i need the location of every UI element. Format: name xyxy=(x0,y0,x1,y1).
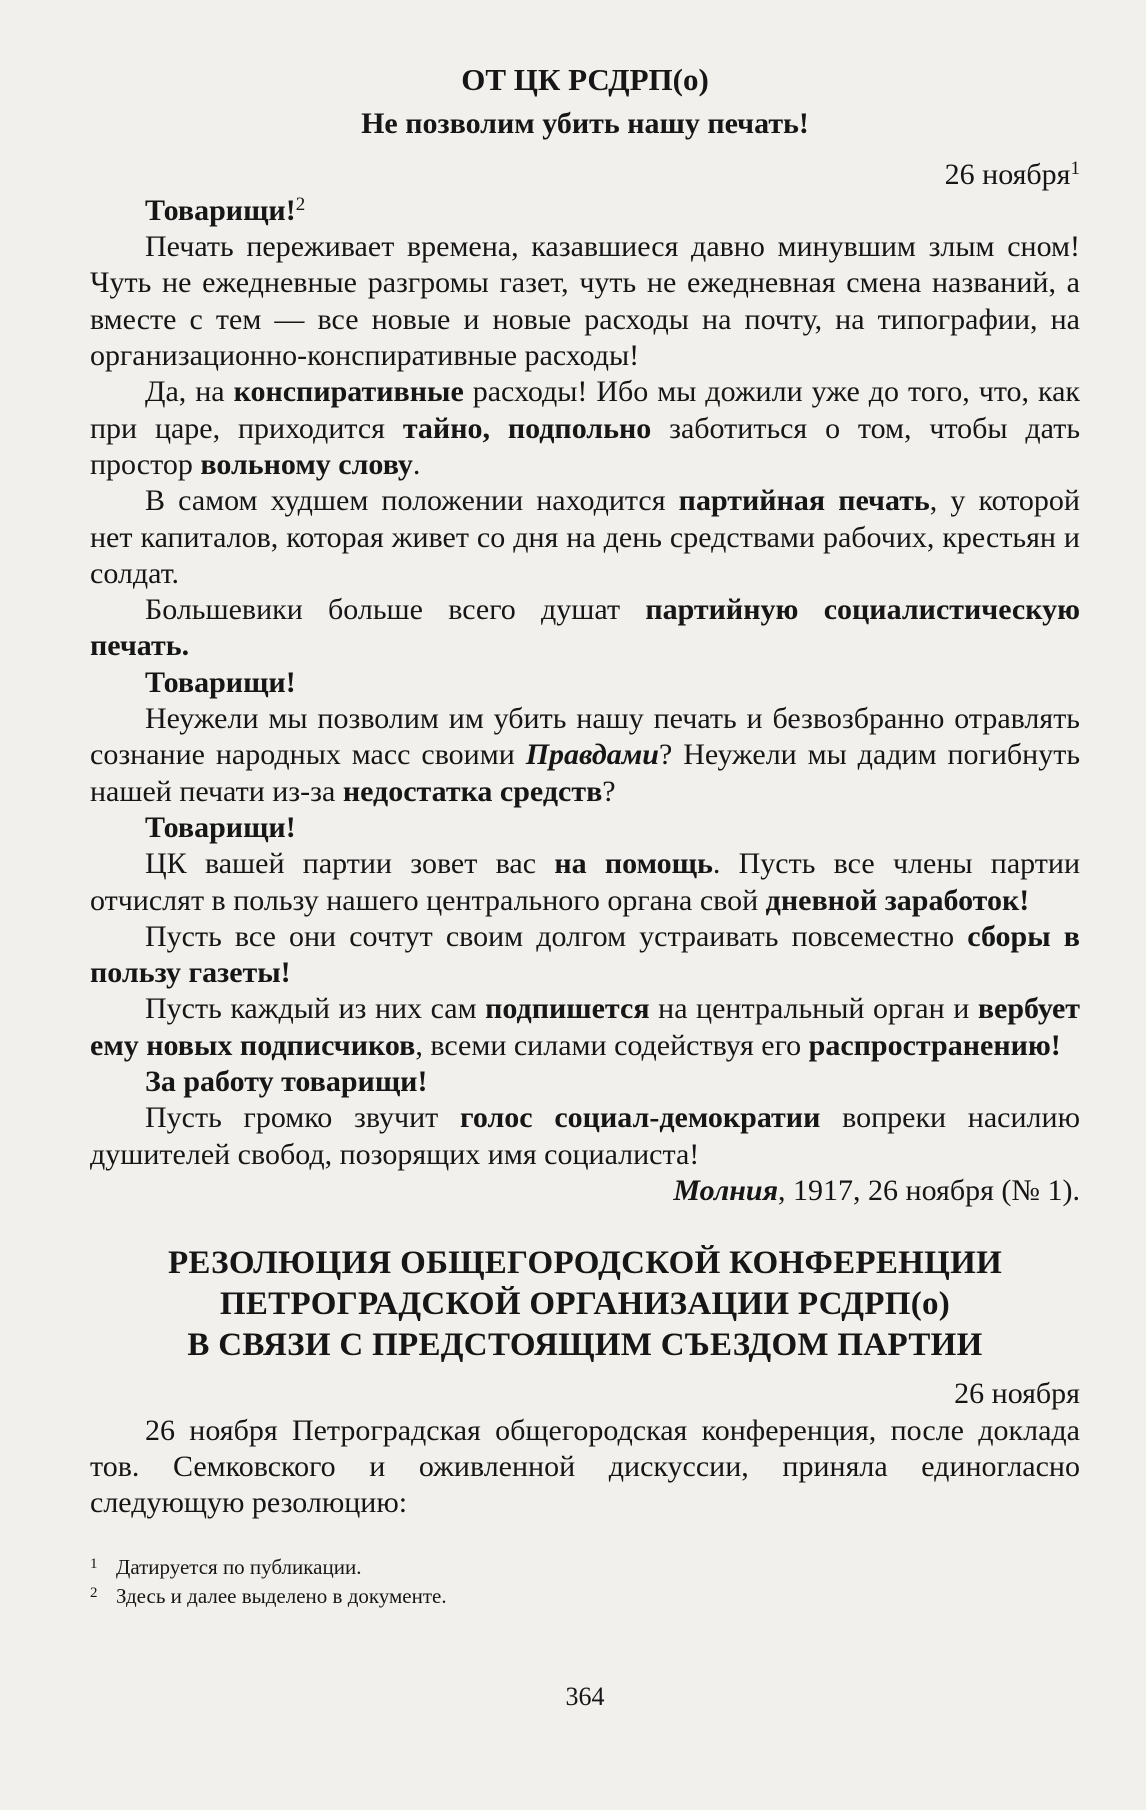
greeting-text: Товарищи! xyxy=(145,193,296,227)
date-text: 26 ноября xyxy=(944,157,1071,191)
source-paper: Молния xyxy=(673,1173,779,1207)
footnote-ref-2: 2 xyxy=(295,193,306,215)
greeting-2: Товарищи! xyxy=(145,665,296,699)
section2-date: 26 ноября xyxy=(954,1377,1080,1411)
paragraph-7: Пусть все они сочтут своим долгом устраивать повсеместно сборы в пользу газеты! xyxy=(90,919,1080,990)
section2-paragraph-1: 26 ноября Петроградская общегородская конференция, после доклада тов. Семковского и оживленной дискуссии, приняла единогласно следующую резолюцию: xyxy=(90,1413,1080,1520)
page-number: 364 xyxy=(565,1682,605,1711)
paragraph-9: Пусть громко звучит голос социал-демократии вопреки насилию душителей свобод, позорящих имя социалиста! xyxy=(90,1101,1080,1171)
paragraph-4: Большевики больше всего душат партийную социалистическую печать. xyxy=(90,593,1080,663)
section2-title-line: В СВЯЗИ С ПРЕДСТОЯЩИМ СЪЕЗДОМ ПАРТИИ xyxy=(187,1327,983,1364)
greeting-3: Товарищи! xyxy=(145,810,296,844)
source-details: , 1917, 26 ноября (№ 1). xyxy=(778,1173,1080,1207)
paragraph-5: Неужели мы позволим им убить нашу печать и безвозбранно отравлять сознание народных масс своими Правдами? Неужели мы дадим погибнуть нашей печати из-за недостатка средств? xyxy=(90,702,1080,808)
footnotes xyxy=(90,1553,1080,1611)
page-text xyxy=(90,62,1080,1611)
footnote-text: Датируется по публикации. xyxy=(116,1555,362,1580)
footnote-1: $^1$ Датируется по публикации. xyxy=(90,1555,362,1580)
paragraph-3: В самом худшем положении находится партийная печать, у которой нет капиталов, которая живет со дня на день средствами рабочих, крестьян и солдат. xyxy=(90,484,1080,590)
footnote-text: Здесь и далее выделено в документе. xyxy=(116,1584,447,1609)
section1-title: ОТ ЦК РСДРП(о) xyxy=(461,62,709,97)
section1-date xyxy=(90,157,1080,193)
source-citation xyxy=(90,1173,1080,1209)
footnote-ref-1: 1 xyxy=(1070,157,1080,179)
paragraph-2: Да, на конспиративные расходы! Ибо мы дожили уже до того, что, как при царе, приходится тайно, подпольно заботиться о том, чтобы дать простор вольному слову. xyxy=(90,375,1081,481)
section1-subtitle: Не позволим убить нашу печать! xyxy=(361,107,809,141)
section2-title-line: ПЕТРОГРАДСКОЙ ОРГАНИЗАЦИИ РСДРП(о) xyxy=(219,1286,951,1323)
call-to-work: За работу товарищи! xyxy=(145,1065,428,1099)
section2-title xyxy=(90,1243,1080,1366)
section2-title-line: РЕЗОЛЮЦИЯ ОБЩЕГОРОДСКОЙ КОНФЕРЕНЦИИ xyxy=(167,1245,1003,1282)
document-page xyxy=(90,62,1080,1762)
footnote-2: $^2$ Здесь и далее выделено в документе. xyxy=(90,1584,447,1609)
paragraph-6: ЦК вашей партии зовет вас на помощь. Пусть все члены партии отчислят в пользу нашего центрального органа свой дневной заработок! xyxy=(90,847,1081,917)
paragraph-8: Пусть каждый из них сам подпишется на центральный орган и вербует ему новых подписчиков, всеми силами содействуя его распространению! xyxy=(90,992,1080,1062)
greeting xyxy=(90,193,1080,229)
paragraph-1: Печать переживает времена, казавшиеся давно минувшим злым сном! Чуть не ежедневные разгромы газет, чуть не ежедневная смена названий, а вместе с тем — все новые и новые расходы на почту, на типографии, на организационно-конспиративные расходы! xyxy=(90,230,1080,373)
